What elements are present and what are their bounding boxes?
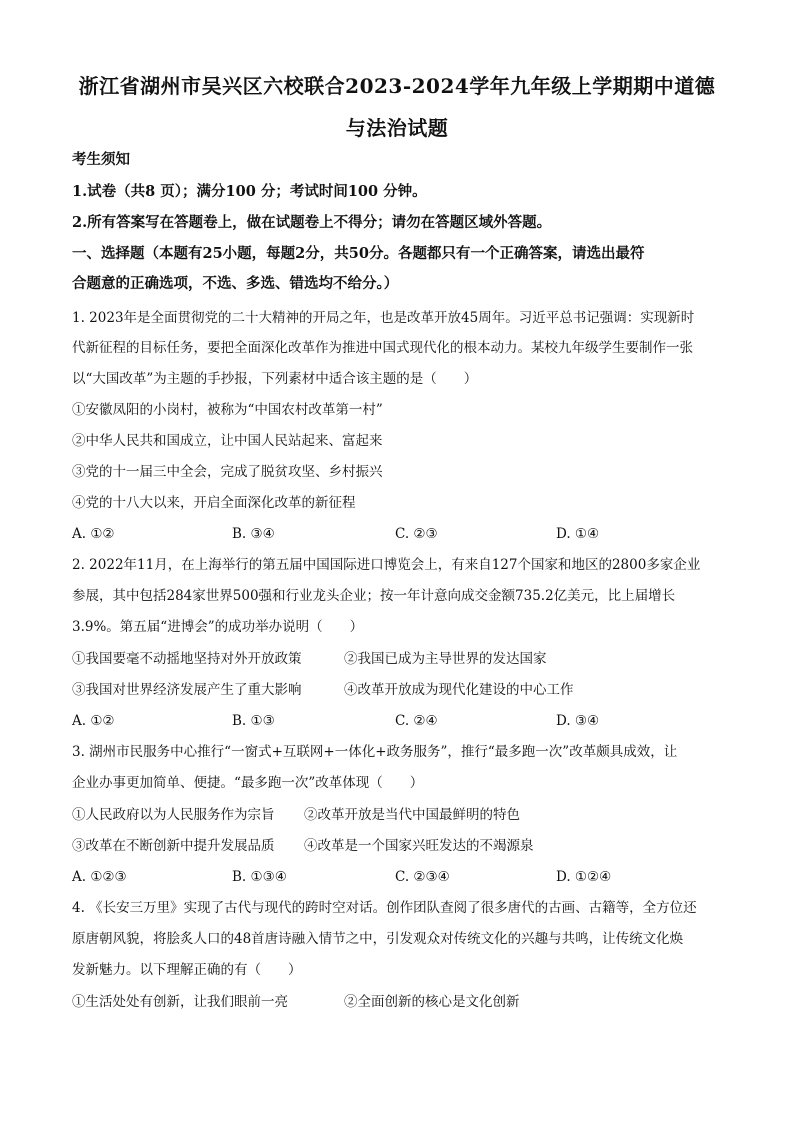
question-1-item-1: ①安徽凤阳的小岗村，被称为“中国农村改革第一村” — [72, 402, 383, 418]
question-1-item-2: ②中华人民共和国成立，让中国人民站起来、富起来 — [72, 433, 383, 449]
question-4-stem-line-2: 原唐朝风貌，将脍炙人口的48首唐诗融入情节之中，引发观众对传统文化的兴趣与共鸣，让传统文化焕 — [72, 931, 684, 947]
question-2-choice-d: D. ③④ — [556, 713, 600, 729]
question-1-choice-c: C. ②③ — [395, 526, 438, 542]
question-4-item-2: ②全面创新的核心是文化创新 — [344, 994, 520, 1010]
question-3-item-1: ①人民政府以为人民服务作为宗旨 — [72, 807, 275, 823]
question-3-choice-b: B. ①③④ — [232, 869, 287, 885]
question-2-item-2: ②我国已成为主导世界的发达国家 — [344, 651, 547, 667]
question-3-choice-d: D. ①②④ — [556, 869, 612, 885]
question-3-item-3: ③改革在不断创新中提升发展品质 — [72, 838, 275, 854]
question-1-item-3: ③党的十一届三中全会，完成了脱贫攻坚、乡村振兴 — [72, 464, 383, 480]
question-2-item-4: ④改革开放成为现代化建设的中心工作 — [344, 682, 574, 698]
question-3-item-4: ④改革是一个国家兴旺发达的不竭源泉 — [304, 838, 534, 854]
question-3-choice-a: A. ①②③ — [72, 869, 127, 885]
question-1-stem-line-2: 代新征程的目标任务，要把全面深化改革作为推进中国式现代化的根本动力。某校九年级学生要制作一张 — [72, 340, 693, 356]
question-1-choice-b: B. ③④ — [232, 526, 275, 542]
exam-title-line-1: 浙江省湖州市吴兴区六校联合2023-2024学年九年级上学期期中道德 — [78, 74, 716, 98]
question-4-item-1: ①生活处处有创新，让我们眼前一亮 — [72, 994, 288, 1010]
question-1-item-4: ④党的十八大以来，开启全面深化改革的新征程 — [72, 495, 356, 511]
exam-title-line-2: 与法治试题 — [345, 116, 449, 140]
question-1-choice-a: A. ①② — [72, 526, 115, 542]
notice-item-1: 1.试卷（共8 页）；满分100 分；考试时间100 分钟。 — [72, 183, 427, 200]
notice-item-2: 2.所有答案写在答题卷上，做在试题卷上不得分；请勿在答题区域外答题。 — [72, 214, 552, 231]
question-2-stem-line-2: 参展，其中包括284家世界500强和行业龙头企业；按一年计意向成交金额735.2亿美元，比上届增长 — [72, 588, 676, 604]
question-2-choice-a: A. ①② — [72, 713, 115, 729]
question-4-stem-line-3: 发新魅力。以下理解正确的有（ ） — [72, 962, 302, 978]
question-2-stem-line-1: 2. 2022年11月，在上海举行的第五届中国国际进口博览会上，有来自127个国家和地区的2800多家企业 — [72, 557, 701, 573]
question-2-choice-b: B. ①③ — [232, 713, 275, 729]
question-1-stem-line-1: 1. 2023年是全面贯彻党的二十大精神的开局之年，也是改革开放45周年。习近平总书记强调：实现新时 — [72, 310, 695, 326]
section-heading-line-2: 合题意的正确选项，不选、多选、错选均不给分。） — [72, 275, 399, 292]
question-1-choice-d: D. ①④ — [556, 526, 600, 542]
question-3-item-2: ②改革开放是当代中国最鲜明的特色 — [304, 807, 520, 823]
notice-heading: 考生须知 — [72, 151, 130, 168]
question-2-item-1: ①我国要毫不动摇地坚持对外开放政策 — [72, 651, 302, 667]
question-3-choice-c: C. ②③④ — [395, 869, 450, 885]
question-2-item-3: ③我国对世界经济发展产生了重大影响 — [72, 682, 302, 698]
question-3-stem-line-2: 企业办事更加简单、便捷。“最多跑一次”改革体现（ ） — [72, 775, 424, 791]
question-2-choice-c: C. ②④ — [395, 713, 438, 729]
section-heading-line-1: 一、选择题（本题有25小题，每题2分，共50分。各题都只有一个正确答案，请选出最符 — [72, 245, 645, 262]
question-2-stem-line-3: 3.9%。第五届“进博会”的成功举办说明（ ） — [72, 619, 364, 635]
question-1-stem-line-3: 以“大国改革”为主题的手抄报，下列素材中适合该主题的是（ ） — [72, 371, 478, 387]
question-4-stem-line-1: 4. 《长安三万里》实现了古代与现代的跨时空对话。创作团队查阅了很多唐代的古画、古籍等，全方位还 — [72, 900, 697, 916]
question-3-stem-line-1: 3. 湖州市民服务中心推行“一窗式+互联网+一体化+政务服务”，推行“最多跑一次”改革颇具成效，让 — [72, 744, 678, 760]
